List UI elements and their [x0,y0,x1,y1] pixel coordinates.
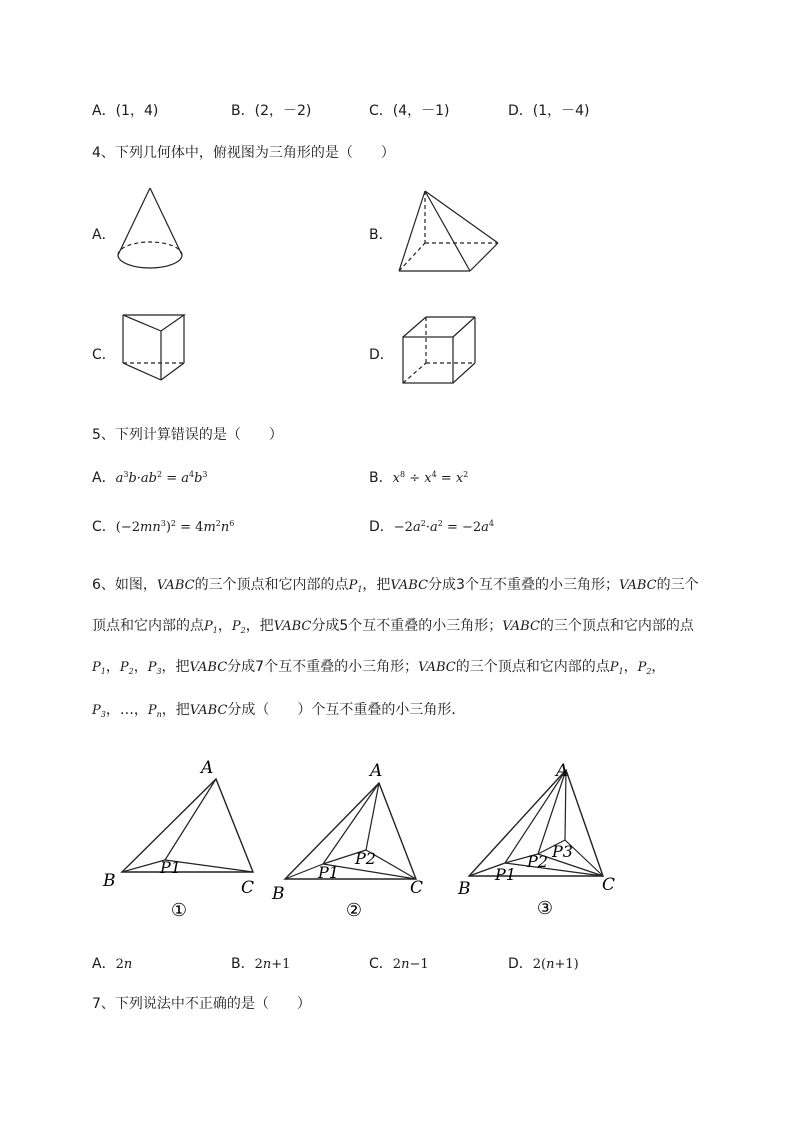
point-p1-label: P1 [495,865,516,884]
vertex-c-label: C [241,878,255,898]
figure-caption: ③ [536,898,554,919]
q4-option-d-label: D． [369,347,394,363]
figure-2-two-points [268,752,448,927]
vertex-a-label: A [201,758,214,778]
q5-option-d-label: D． [369,519,394,535]
q5-option-b [369,467,468,487]
q6-text: ， [105,659,120,675]
q6-text: 顶点和它内部的点 [92,618,204,634]
q6-option-c-formula: 2n−1 [392,957,429,972]
q4-stem: 4、下列几何体中，俯视图为三角形的是（ ） [92,145,395,161]
q6-text: 分成3个互不重叠的小三角形； [428,577,619,593]
triangle-symbol: VABC [390,578,429,593]
q6-option-a [92,953,132,973]
q6-text: 的三个顶点和它内部的点 [455,659,610,675]
triangle-symbol: VABC [189,703,228,718]
q5-option-b-label: B． [369,470,393,486]
q6-text: ， [133,659,148,675]
point-p2-label: P2 [355,849,376,868]
q6-text: ，把 [161,659,190,675]
q6-text: ，把 [245,618,274,634]
triangle-symbol: VABC [189,660,228,675]
q6-text: ， [623,659,638,675]
q6-text: 的三个顶点和它内部的点 [539,618,694,634]
q6-option-b [231,953,290,973]
vertex-b-label: B [458,879,471,899]
point-p1: $P_1$ [348,578,363,594]
vertex-c-label: C [410,878,424,898]
q6-stem-line-4 [92,699,465,719]
point-p2-label: P2 [527,852,548,871]
q5-option-b-formula: $x^8 \div x^4 = x^2$ [392,470,469,486]
q6-text: ，把 [161,702,190,718]
point-p1-label: P1 [160,858,181,877]
q5-stem: 5、下列计算错误的是（ ） [92,427,283,443]
cone-figure [110,185,190,275]
q6-option-c-label: C． [369,956,393,972]
q5-option-c-label: C． [92,519,116,535]
point-p3-label: P3 [552,842,573,861]
q6-stem-line-3 [92,656,665,676]
q6-option-c [369,953,429,973]
triangle-symbol: VABC [273,619,312,634]
point-p3: $P_3$ [92,703,106,719]
triangle-symbol: VABC [502,619,540,634]
vertex-a-label: A [556,761,569,781]
q6-option-d-label: D． [508,956,533,972]
triangular-prism-figure [115,308,195,388]
q6-text: 的三个 [656,577,699,593]
q6-option-b-label: B． [231,956,255,972]
q6-text: ，…， [105,702,148,718]
vertex-b-label: B [103,871,116,891]
vertex-c-label: C [602,875,616,895]
point-p1: $P_1$ [92,660,106,676]
vertex-a-label: A [370,761,383,781]
q6-stem-line-1 [92,574,699,594]
q4-option-a-label: A． [92,227,116,243]
point-p3: $P_3$ [147,660,162,676]
q5-option-d [369,516,494,536]
q6-text: ，把 [362,577,391,593]
q6-text: 分成7个互不重叠的小三角形； [227,659,419,675]
q3-option-c: C．(4，－1) [369,103,450,119]
q5-option-c-formula: $(-2mn^3)^2 = 4m^2n^6$ [115,519,235,535]
point-p2: $P_2$ [119,660,134,676]
q3-option-a: A．(1，4) [92,103,159,119]
figure-3-three-points [455,752,635,927]
q5-option-a [92,467,208,487]
q5-option-c [92,516,234,536]
q6-text: ， [651,659,666,675]
figure-caption: ② [345,900,363,921]
figure-1-one-point [95,752,275,927]
q6-text: 分成5个互不重叠的小三角形； [311,618,503,634]
triangle-symbol: VABC [418,660,456,675]
point-p1-label: P1 [318,863,339,882]
q6-option-d [508,953,579,973]
triangle-symbol: VABC [156,578,195,593]
figure-caption: ① [170,900,188,921]
q4-option-b-label: B． [369,227,393,243]
q3-option-b: B．(2，－2) [231,103,312,119]
vertex-b-label: B [272,884,285,904]
q6-option-b-formula: 2n+1 [254,957,291,972]
q5-option-d-formula: $-2a^2\cdot a^2 = -2a^4$ [393,519,494,535]
q6-text: ， [217,618,232,634]
q6-option-a-label: A． [92,956,116,972]
q6-stem-line-2 [92,615,694,635]
q4-option-c-label: C． [92,347,116,363]
q6-option-a-formula: 2n [115,957,133,972]
point-p2: $P_2$ [231,619,246,635]
q5-option-a-formula: $a^3b\cdot ab^2 = a^4b^3$ [115,470,208,486]
q7-stem: 7、下列说法中不正确的是（ ） [92,996,311,1012]
q3-option-d: D．(1，－4) [508,103,590,119]
q5-option-a-label: A． [92,470,116,486]
q6-text: 的三个顶点和它内部的点 [194,577,349,593]
q6-text: 6、如图， [92,577,157,593]
point-pn: $P_n$ [147,703,162,719]
point-p2: $P_2$ [637,660,652,676]
triangle-symbol: VABC [618,578,657,593]
cube-figure [395,308,485,393]
pyramid-figure [390,185,510,280]
point-p1: $P_1$ [609,660,624,676]
point-p1: $P_1$ [204,619,218,635]
q6-option-d-formula: 2(n+1) [532,957,579,972]
q6-text: 分成（ ）个互不重叠的小三角形． [227,702,466,718]
